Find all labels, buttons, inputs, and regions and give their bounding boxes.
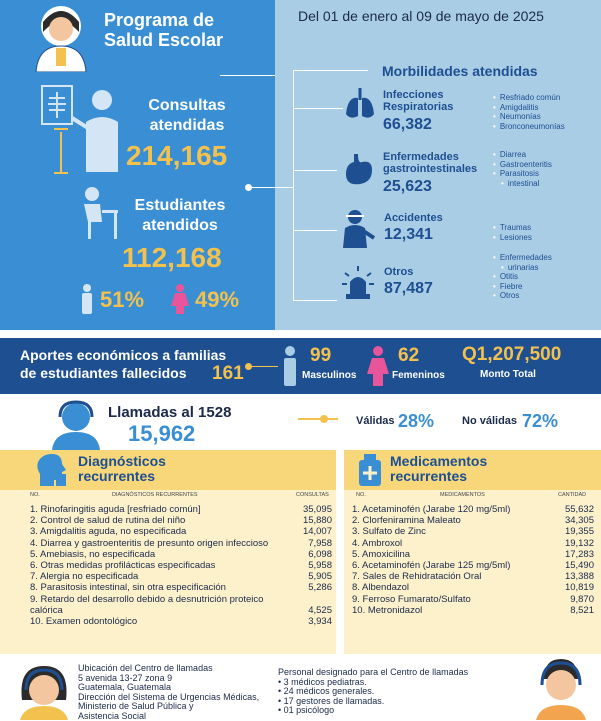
no-validas-percent: 72%	[522, 411, 559, 431]
connector-dot	[245, 184, 252, 191]
male-operator-avatar-icon	[530, 655, 592, 720]
morbidity-name: Enfermedades gastrointestinales	[383, 151, 478, 175]
table-row: 8. Parasitosis intestinal, sin otra especificación 5,286	[30, 582, 332, 594]
calls-title: Llamadas al 1528	[108, 404, 232, 421]
calls-value: 15,962	[128, 421, 196, 446]
table-row: 9. Retardo del desarrollo debido a desnutrición proteico calórica 4,525	[30, 593, 332, 616]
call-center-location: Ubicación del Centro de llamadas 5 avenida 13-27 zona 9 Guatemala, Guatemala Dirección del Sistema de Urgencias Médicas, Ministerio de Salud Pública y Asistencia Social	[78, 663, 260, 721]
doctor-xray-icon	[38, 82, 130, 174]
no-validas-label: No válidas	[462, 415, 518, 427]
morbidity-sub-list: • Resfriado común • Amigdalitis • Neumonías • Bronconeumonías	[493, 93, 565, 131]
connector-dot	[320, 415, 328, 423]
date-range: Del 01 de enero al 09 de mayo de 2025	[298, 8, 544, 24]
table-row: 2. Control de salud de rutina del niño 15,880	[30, 515, 332, 527]
student-desk-icon	[80, 186, 120, 240]
morbidities-title: Morbilidades atendidas	[382, 63, 538, 79]
morbidity-value: 66,382	[383, 116, 432, 133]
connector-line	[293, 300, 337, 301]
morbidity-name: Infecciones Respiratorias	[383, 89, 454, 113]
page-title: Programa de Salud Escolar	[104, 10, 224, 50]
consultas-label: Consultas atendidas	[148, 97, 226, 134]
call-center-agent-icon	[50, 400, 102, 450]
validas-label: Válidas	[356, 415, 395, 427]
diag-col-value: CONSULTAS	[296, 492, 329, 498]
table-row: 4. Diarrea y gastroenteritis de presunto origen infeccioso 7,958	[30, 537, 332, 549]
masculinos-label: Masculinos	[302, 370, 357, 381]
medicine-bottle-icon	[356, 452, 384, 488]
connector-line	[293, 108, 343, 109]
consultas-value: 214,165	[126, 140, 228, 171]
table-row: 4. Ambroxol 19,132	[352, 537, 594, 549]
female-icon	[366, 346, 390, 386]
table-row: 5. Amebiasis, no especificada 6,098	[30, 548, 332, 560]
femeninos-value: 62	[398, 345, 420, 366]
morbidity-value: 12,341	[384, 226, 433, 243]
female-percent: 49%	[195, 287, 240, 312]
aportes-title: Aportes económicos a familias de estudiantes fallecidos	[20, 347, 227, 381]
morbidity-sub-list: • Traumas • Lesiones	[493, 223, 532, 242]
diag-col-no: NO.	[30, 492, 40, 498]
table-row: 5. Amoxicilina 17,283	[352, 548, 594, 560]
female-operator-avatar-icon	[14, 660, 74, 720]
morbidity-value: 87,487	[384, 280, 433, 297]
table-row: 1. Rinofaringitis aguda [resfriado común] 35,095	[30, 504, 332, 515]
table-row: 7. Alergia no especificada 5,905	[30, 571, 332, 583]
table-row: 3. Sulfato de Zinc 19,355	[352, 526, 594, 538]
connector-line	[220, 75, 275, 76]
male-icon	[282, 346, 298, 386]
connector-cap	[54, 172, 68, 174]
monto-value: Q1,207,500	[462, 344, 562, 365]
diagnostics-title: Diagnósticos recurrentes	[78, 453, 166, 484]
diag-col-name: DIAGNÓSTICOS RECURRENTES	[112, 492, 198, 498]
injured-person-icon	[340, 208, 376, 248]
connector-line	[293, 230, 337, 231]
diagnostics-table	[30, 504, 332, 627]
connector-line	[293, 70, 294, 300]
table-row: 6. Acetaminofén (Jarabe 125 mg/5ml) 15,490	[352, 560, 594, 572]
female-icon	[170, 284, 190, 314]
table-row: 7. Sales de Rehidratación Oral 13,388	[352, 571, 594, 583]
monto-label: Monto Total	[480, 369, 536, 380]
sick-head-icon	[34, 452, 68, 488]
medicines-table	[352, 504, 594, 616]
connector-line	[60, 132, 62, 172]
connector-line	[248, 187, 293, 188]
validas-percent: 28%	[398, 411, 435, 431]
connector-line	[293, 70, 368, 71]
med-col-name: MEDICAMENTOS	[440, 492, 485, 498]
table-row: 1. Acetaminofén (Jarabe 120 mg/5ml) 55,632	[352, 504, 594, 515]
morbidity-sub-list: • Diarrea • Gastroenteritis • Parasitosis • intestinal	[493, 150, 552, 188]
connector-cap	[54, 128, 68, 130]
morbidity-sub-list: • Enfermedades • urinarias • Otitis • Fiebre • Otros	[493, 253, 552, 301]
male-percent: 51%	[100, 287, 145, 312]
connector-line	[298, 418, 338, 420]
alarm-light-icon	[340, 264, 376, 300]
student-avatar-icon	[28, 2, 94, 72]
morbidity-name: Otros	[384, 266, 414, 278]
morbidity-name: Accidentes	[384, 212, 443, 224]
table-row: 2. Clorfeniramina Maleato 34,305	[352, 515, 594, 527]
table-row: 9. Ferroso Fumarato/Sulfato 9,870	[352, 593, 594, 605]
estudiantes-value: 112,168	[122, 242, 222, 273]
call-center-staff: Personal designado para el Centro de llamadas • 3 médicos pediatras. • 24 médicos generales. • 17 gestores de llamadas. • 01 psicólogo	[278, 667, 469, 715]
morbidity-value: 25,623	[383, 178, 432, 195]
aportes-total: 161	[212, 363, 244, 384]
stomach-icon	[342, 152, 376, 188]
med-col-no: NO.	[356, 492, 366, 498]
table-row: 10. Metronidazol 8,521	[352, 604, 594, 616]
med-col-value: CANTIDAD	[558, 492, 587, 498]
table-row: 3. Amigdalitis aguda, no especificada 14,007	[30, 526, 332, 538]
connector-line	[248, 366, 278, 367]
connector-dot	[245, 363, 252, 370]
table-row: 6. Otras medidas profilácticas especificadas 5,958	[30, 560, 332, 572]
masculinos-value: 99	[310, 345, 332, 366]
table-row: 10. Examen odontológico 3,934	[30, 616, 332, 628]
connector-line	[293, 170, 337, 171]
estudiantes-label: Estudiantes atendidos	[134, 197, 226, 234]
medicines-title: Medicamentos recurrentes	[390, 453, 488, 484]
femeninos-label: Femeninos	[392, 370, 445, 381]
male-icon	[80, 284, 94, 314]
table-row: 8. Albendazol 10,819	[352, 582, 594, 594]
lungs-icon	[344, 86, 376, 120]
